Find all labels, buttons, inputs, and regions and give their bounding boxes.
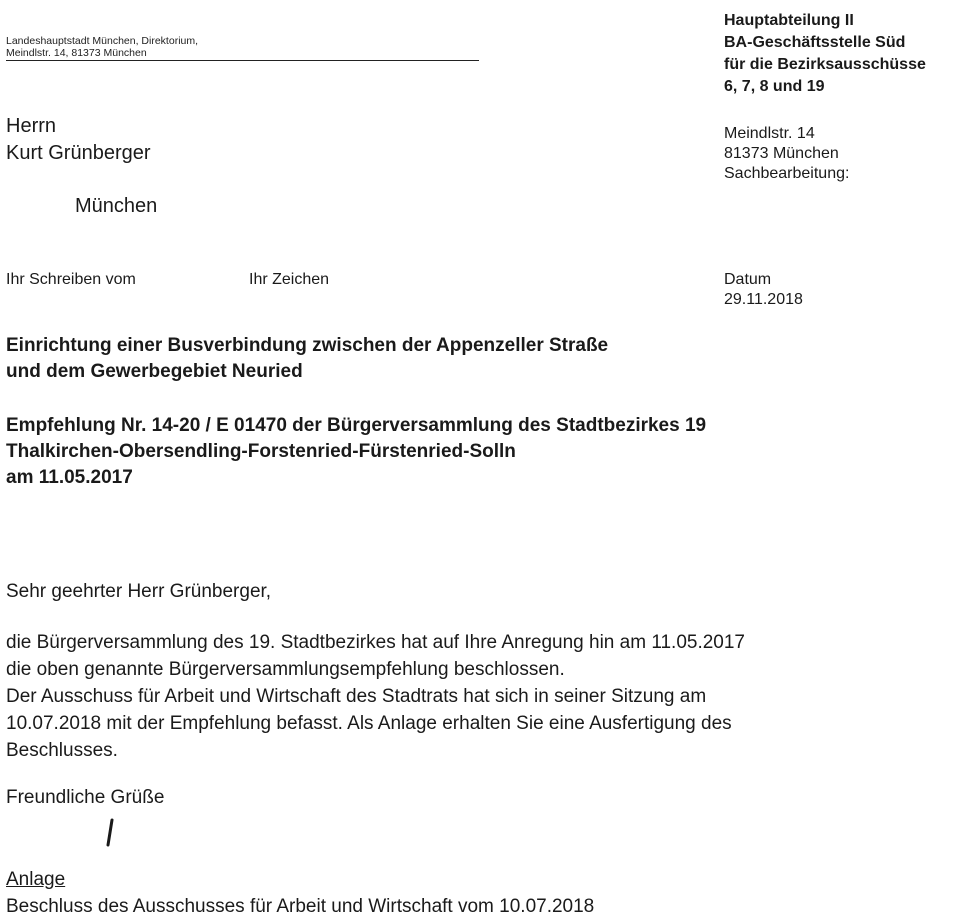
subject-title (6, 333, 608, 385)
recipient-address (6, 113, 151, 167)
body-line1: die Bürgerversammlung des 19. Stadtbezirkes hat auf Ihre Anregung hin am 11.05.2017 (6, 632, 745, 653)
date-block (724, 270, 803, 310)
your-sign-label: Ihr Zeichen (249, 271, 330, 288)
sender-dept-line1: Hauptabteilung II (724, 12, 854, 29)
sender-dept-line4: 6, 7, 8 und 19 (724, 78, 825, 95)
subject-line3: Empfehlung Nr. 14-20 / E 01470 der Bürgerversammlung des Stadtbezirkes 19 (6, 415, 707, 436)
sender-street: Meindlstr. 14 (724, 125, 815, 142)
letter-greeting: Sehr geehrter Herr Grünberger, (6, 581, 272, 602)
body-line2: die oben genannte Bürgerversammlungsempfehlung beschlossen. (6, 659, 565, 680)
case-worker-label: Sachbearbeitung: (724, 165, 850, 182)
return-address-line1: Landeshauptstadt München, Direktorium, (6, 35, 199, 47)
subject-line5: am 11.05.2017 (6, 467, 133, 488)
subject-line1: Einrichtung einer Busverbindung zwischen der Appenzeller Straße (6, 335, 609, 356)
sender-dept-line2: BA-Geschäftsstelle Süd (724, 34, 906, 51)
body-line5: Beschlusses. (6, 740, 118, 761)
signature-mark (103, 818, 119, 848)
subject-line2: und dem Gewerbegebiet Neuried (6, 361, 303, 382)
letter-body (6, 629, 745, 764)
subject-reference (6, 413, 706, 491)
sender-city: 81373 München (724, 145, 839, 162)
body-line4: 10.07.2018 mit der Empfehlung befasst. Als Anlage erhalten Sie eine Ausfertigung des (6, 713, 732, 734)
return-address (6, 35, 479, 61)
attachment-label: Anlage (6, 869, 66, 890)
your-letter-label: Ihr Schreiben vom (6, 271, 136, 288)
sender-dept-line3: für die Bezirksausschüsse (724, 56, 926, 73)
recipient-salutation: Herrn (6, 115, 57, 137)
body-line3: Der Ausschuss für Arbeit und Wirtschaft des Stadtrats hat sich in seiner Sitzung am (6, 686, 707, 707)
subject-line4: Thalkirchen-Obersendling-Forstenried-Fürstenried-Solln (6, 441, 516, 462)
date-label: Datum (724, 271, 772, 288)
recipient-city: München (75, 195, 158, 217)
letter-closing: Freundliche Grüße (6, 787, 165, 808)
attachment-text: Beschluss des Ausschusses für Arbeit und Wirtschaft vom 10.07.2018 (6, 896, 595, 917)
recipient-name: Kurt Grünberger (6, 142, 151, 164)
sender-department (724, 10, 926, 98)
sender-address (724, 124, 849, 184)
return-address-line2: Meindlstr. 14, 81373 München (6, 47, 479, 61)
date-value: 29.11.2018 (724, 291, 803, 308)
